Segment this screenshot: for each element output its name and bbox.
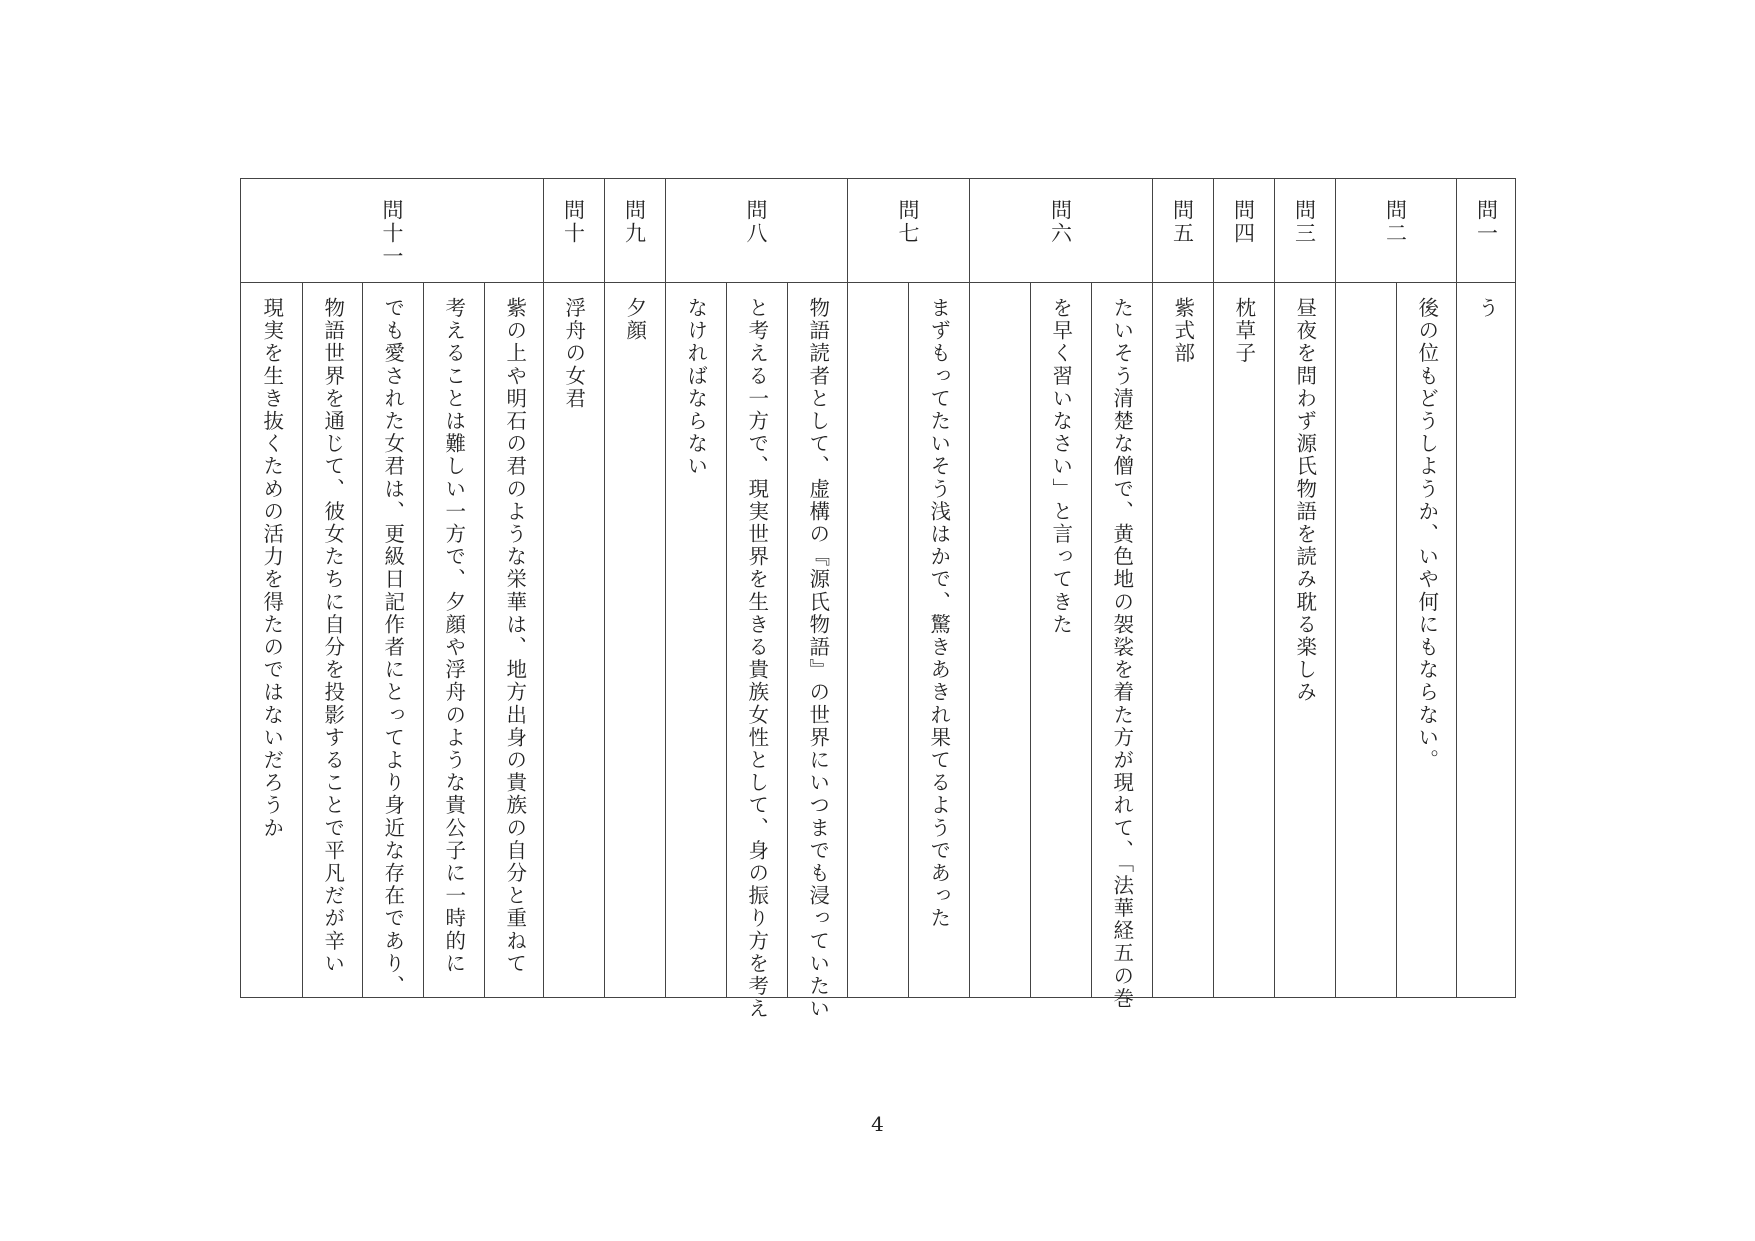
answer-q11-line5	[241, 283, 302, 997]
header-label: 問六	[1048, 199, 1073, 245]
answer-line: と考える一方で、現実世界を生きる貴族女性として、身の振り方を考え	[744, 297, 769, 1021]
answer-q1	[1456, 283, 1517, 997]
answer-line: 現実を生き抜くための活力を得たのではないだろうか	[259, 297, 284, 840]
header-q3	[1274, 179, 1335, 283]
answer-line: 考えることは難しい一方で、夕顔や浮舟のような貴公子に一時的に	[441, 297, 466, 975]
answer-q9	[604, 283, 665, 997]
answer-line: 紫式部	[1170, 297, 1195, 365]
answer-line: 後の位もどうしようか、いや何にもならない。	[1414, 297, 1439, 772]
header-label: 問十	[561, 199, 586, 245]
header-q9	[604, 179, 665, 283]
answer-q8-line3	[665, 283, 726, 997]
answer-line: 昼夜を問わず源氏物語を読み耽る楽しみ	[1292, 297, 1317, 704]
answer-q11-line4	[302, 283, 363, 997]
answer-line: 紫の上や明石の君のような栄華は、地方出身の貴族の自分と重ねて	[502, 297, 527, 975]
header-q2	[1335, 179, 1456, 283]
header-q4	[1213, 179, 1274, 283]
answer-q2-line2	[1335, 283, 1396, 997]
answer-q6-line2	[1030, 283, 1091, 997]
answer-line: 物語世界を通じて、彼女たちに自分を投影することで平凡だが辛い	[320, 297, 345, 975]
header-q6	[969, 179, 1152, 283]
header-label: 問八	[744, 199, 768, 245]
answer-line: たいそう清楚な僧で、黄色地の袈裟を着た方が現れて、「法華経五の巻	[1109, 297, 1134, 1010]
answer-line: 浮舟の女君	[561, 297, 586, 410]
answer-q7-line2	[847, 283, 908, 997]
answer-line: でも愛された女君は、更級日記作者にとってより身近な存在であり、	[380, 297, 405, 998]
header-q7	[847, 179, 969, 283]
header-q5	[1152, 179, 1213, 283]
answer-q4	[1213, 283, 1274, 997]
header-q1	[1456, 179, 1517, 283]
header-label: 問一	[1474, 199, 1499, 245]
answer-q7-line1	[908, 283, 969, 997]
answer-line: 物語読者として、虚構の『源氏物語』の世界にいつまでも浸っていたい	[805, 297, 830, 1021]
answer-table	[240, 178, 1516, 1021]
answer-line: を早く習いなさい」と言ってきた	[1048, 297, 1073, 636]
answer-q10	[543, 283, 604, 997]
answer-line: 枕草子	[1231, 297, 1256, 365]
page-number: 4	[871, 1112, 884, 1136]
header-label: 問九	[622, 199, 647, 245]
answer-line: う	[1474, 297, 1499, 320]
header-q11	[241, 179, 543, 283]
header-label: 問五	[1170, 199, 1195, 245]
header-q8	[665, 179, 847, 283]
answer-q8-line2	[726, 283, 787, 1021]
header-label: 問十一	[380, 199, 404, 268]
answer-q3	[1274, 283, 1335, 997]
answer-q6-line3	[969, 283, 1030, 997]
header-label: 問三	[1292, 199, 1317, 245]
answer-line: まずもってたいそう浅はかで、驚きあきれ果てるようであった	[926, 297, 951, 930]
answer-q6-line1	[1091, 283, 1152, 1010]
answer-line: 夕顔	[622, 297, 647, 343]
header-label: 問四	[1231, 199, 1256, 245]
answer-q11-line1	[484, 283, 545, 997]
answer-q8-line1	[787, 283, 848, 1021]
answer-q2-line1	[1396, 283, 1457, 997]
header-q10	[543, 179, 604, 283]
answer-q11-line2	[423, 283, 484, 997]
answer-q5	[1152, 283, 1213, 997]
header-label: 問七	[896, 199, 920, 245]
answer-line: なければならない	[683, 297, 708, 478]
answer-q11-line3	[362, 283, 423, 997]
header-label: 問二	[1383, 199, 1408, 245]
